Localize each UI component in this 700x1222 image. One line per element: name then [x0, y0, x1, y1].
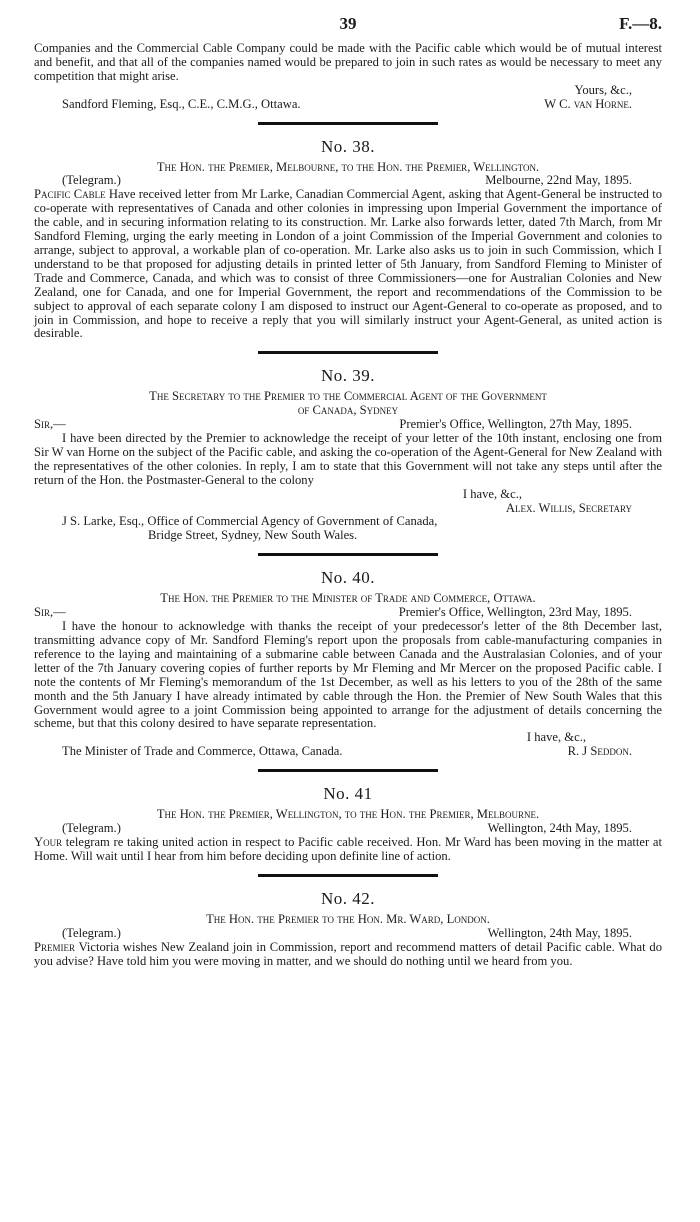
page-number: 39: [339, 14, 357, 33]
intro-text: Companies and the Commercial Cable Company could be made with the Pacific cable which would be of mutual interest and benefit, and that all of the companies named would be prepared to join in such rates as would be necessary to meet any competition that might arise.: [34, 41, 662, 83]
letter-41: [34, 784, 662, 864]
document-page: [34, 14, 662, 968]
section-divider: [258, 553, 438, 556]
series-reference: F.—8.: [619, 14, 662, 33]
letter-39: [34, 366, 662, 543]
letter-41-heading: No. 41: [323, 784, 373, 804]
letter-41-kind: (Telegram.): [62, 821, 121, 836]
letter-42-kind: (Telegram.): [62, 925, 121, 940]
letter-40: [34, 568, 662, 759]
letter-38-body: [34, 188, 662, 341]
letter-39-title-line2: of Canada, Sydney: [297, 403, 399, 418]
letter-38-heading: No. 38.: [320, 136, 376, 156]
letter-42-heading: No. 42.: [320, 888, 376, 908]
page-header: [34, 14, 662, 42]
letter-38-lead: Pacific Cable: [34, 187, 106, 202]
letter-41-place-date: Wellington, 24th May, 1895.: [487, 821, 632, 836]
letter-38-kind: (Telegram.): [62, 173, 121, 188]
letter-40-place-date: Premier's Office, Wellington, 23rd May, 1895.: [398, 605, 632, 620]
letter-39-signature: Alex. Willis, Secretary: [505, 500, 632, 515]
intro-signature: W C. van Horne.: [544, 96, 632, 111]
letter-40-body: I have the honour to acknowledge with thanks the receipt of your predecessor's letter of the 8th December last, transmitting advance copy of Mr. Sandford Fleming's report upon the proposals from cable-manufacturing companies in reference to the laying and maintaining of a submarine cable between Canada and the Australasian Colonies, and of your letter of the 7th January covering copies of further reports by Mr Fleming and Mr Mercer on the proposed Pacific cable. I note the contents of Mr Fleming's memorandum of the 1st December, as well as his letters to you of the 28th of the same month and the 5th January I have already intimated by cable through the Hon. the Premier of New South Wales that this Government would agree to a joint Commission being appointed to arrange for the adjustment of details concerning the scheme, but that this colony desired to have separate representation.: [34, 619, 662, 731]
section-divider: [258, 769, 438, 772]
intro-closing: Yours, &c.,: [574, 82, 632, 97]
letter-38: [34, 137, 662, 342]
letter-41-body: [34, 836, 662, 864]
letter-42-meta: [34, 927, 662, 941]
letter-39-title-line1: The Secretary to the Premier to the Commercial Agent of the Government: [149, 389, 547, 404]
letter-39-address-line1: J S. Larke, Esq., Office of Commercial Agency of Government of Canada,: [62, 514, 438, 529]
letter-40-signature: R. J Seddon.: [567, 744, 632, 759]
letter-42-text: Victoria wishes New Zealand join in Commission, report and recommend matters of detail Pacific cable. What do you advise? Have told him you were moving in matter, and we should do nothing until we heard from you.: [34, 939, 663, 968]
section-divider: [258, 122, 438, 125]
letter-40-meta: [34, 606, 662, 620]
section-divider: [258, 874, 438, 877]
letter-40-salutation: Sir,—: [34, 605, 66, 620]
letter-42-lead: Premier: [34, 939, 76, 954]
letter-41-meta: [34, 822, 662, 836]
letter-39-salutation: Sir,—: [34, 417, 66, 432]
letter-42-place-date: Wellington, 24th May, 1895.: [487, 925, 632, 940]
letter-42: [34, 889, 662, 969]
letter-39-heading: No. 39.: [320, 366, 376, 386]
letter-40-closing: I have, &c.,: [526, 730, 586, 745]
letter-42-body: [34, 941, 662, 969]
letter-39-place-date: Premier's Office, Wellington, 27th May, 1895.: [399, 417, 632, 432]
letter-39-address-line2: Bridge Street, Sydney, New South Wales.: [148, 528, 358, 543]
letter-40-title: The Hon. the Premier to the Minister of Trade and Commerce, Ottawa.: [160, 591, 536, 606]
intro-sign-row: [34, 98, 662, 112]
letter-39-meta: [34, 418, 662, 432]
letter-38-text: Have received letter from Mr Larke, Canadian Commercial Agent, asking that Agent-General be instructed to co-operate with representatives of Canada and other colonies in impressing upon Imperial Government the importance of the cable, and in securing information relating to its construction. Mr. Larke also forwards letter, dated 7th March, from Mr Sandford Fleming, urging the early meeting in London of a joint Commission of the Imperial Government and colonies to arrange, subject to approval, a workable plan of co-operation. Mr. Larke also asks us to join in such Commission, which I understand to be that proposed for adjusting details in printed letter of 5th January, from Sandford Fleming to Minister of Trade and Commerce, Canada, and which was to consist of three Commissioners—one for Australian Colonies and New Zealand, one for Canada, and one for Imperial Government, the report and recommendations of the Commission to be subject to approval of each separate colony I am disposed to instruct our Agent-General to co-operate as proposed, and to join in Commission, and hope to receive a reply that you will similarly instruct your Agent-General, as united action is desirable.: [34, 187, 663, 341]
intro-addressee: Sandford Fleming, Esq., C.E., C.M.G., Ottawa.: [62, 96, 301, 111]
letter-39-closing: I have, &c.,: [462, 486, 522, 501]
letter-41-lead: Your: [34, 834, 63, 849]
letter-38-title: The Hon. the Premier, Melbourne, to the Hon. the Premier, Wellington.: [156, 159, 540, 174]
intro-section: [34, 42, 662, 112]
letter-39-body: I have been directed by the Premier to acknowledge the receipt of your letter of the 10th instant, enclosing one from Sir W van Horne on the subject of the Pacific cable, and asking the co-operation of the Agent-General for New Zealand with the representatives of the other colonies. In reply, I am to state that this Government will not take any steps until after the return of the Hon. the Postmaster-General to the colony: [34, 431, 662, 487]
letter-38-place-date: Melbourne, 22nd May, 1895.: [485, 173, 632, 188]
letter-38-meta: [34, 174, 662, 188]
letter-40-addressee: The Minister of Trade and Commerce, Ottawa, Canada.: [62, 744, 343, 759]
letter-41-title: The Hon. the Premier, Wellington, to the Hon. the Premier, Melbourne.: [156, 807, 540, 822]
letter-40-sign-row: [34, 745, 662, 759]
letter-42-title: The Hon. the Premier to the Hon. Mr. Ward, London.: [206, 911, 490, 926]
letter-40-heading: No. 40.: [320, 568, 376, 588]
letter-41-text: telegram re taking united action in respect to Pacific cable received. Hon. Mr Ward has been moving in the matter at Home. Will wait until I hear from him before deciding upon definite line of action.: [34, 834, 662, 863]
section-divider: [258, 351, 438, 354]
